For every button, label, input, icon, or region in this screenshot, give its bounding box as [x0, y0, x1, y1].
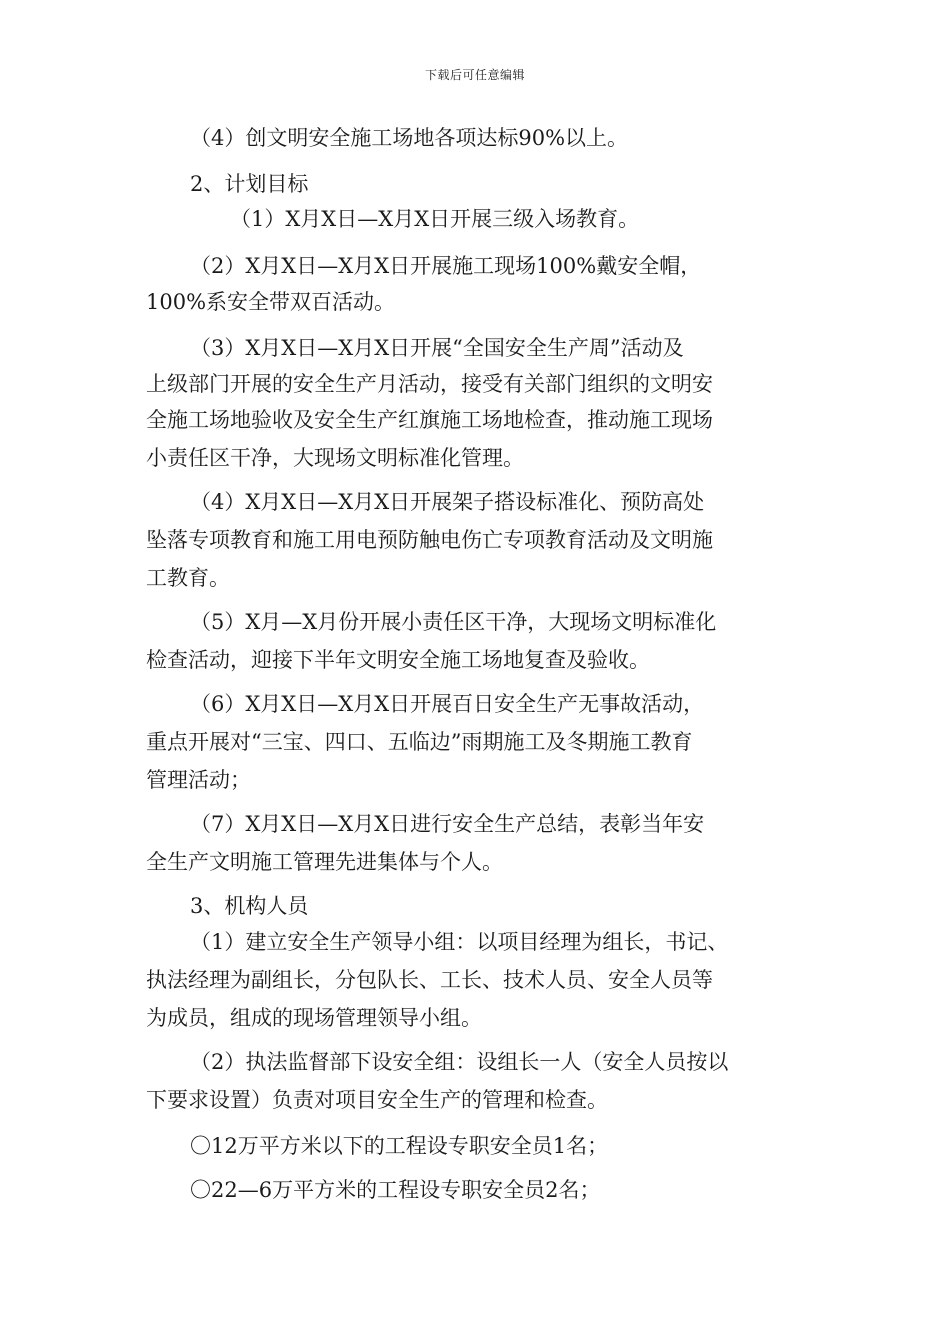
text-line: 重点开展对“三宝、四口、五临边”雨期施工及冬期施工教育 [146, 730, 693, 754]
text-line: 100%系安全带双百活动。 [146, 290, 396, 314]
text-line: （6）X月X日—X月X日开展百日安全生产无事故活动， [190, 692, 705, 716]
text-line: 检查活动，迎接下半年文明安全施工场地复查及验收。 [146, 648, 650, 672]
text-line: 执法经理为副组长，分包队长、工长、技术人员、安全人员等 [146, 968, 713, 992]
text-line: 为成员，组成的现场管理领导小组。 [146, 1006, 482, 1030]
text-line: 小责任区干净，大现场文明标准化管理。 [146, 446, 524, 470]
text-line: （2）执法监督部下设安全组：设组长一人（安全人员按以 [190, 1050, 729, 1074]
text-line: 管理活动； [146, 768, 251, 792]
text-line: （4）X月X日—X月X日开展架子搭设标准化、预防高处 [190, 490, 705, 514]
text-line: （4）创文明安全施工场地各项达标90%以上。 [190, 126, 629, 150]
text-line: 坠落专项教育和施工用电预防触电伤亡专项教育活动及文明施 [146, 528, 713, 552]
page-header-note: 下载后可任意编辑 [424, 68, 525, 82]
section-heading: 3、机构人员 [190, 894, 309, 918]
text-line: （1）X月X日—X月X日开展三级入场教育。 [230, 207, 640, 231]
text-line: （2）X月X日—X月X日开展施工现场100%戴安全帽， [190, 254, 702, 278]
text-line: （5）X月—X月份开展小责任区干净，大现场文明标准化 [190, 610, 717, 634]
text-line: （7）X月X日—X月X日进行安全生产总结，表彰当年安 [190, 812, 705, 836]
text-line: 下要求设置）负责对项目安全生产的管理和检查。 [146, 1088, 608, 1112]
text-line: 上级部门开展的安全生产月活动，接受有关部门组织的文明安 [146, 372, 713, 396]
text-line: 全生产文明施工管理先进集体与个人。 [146, 850, 503, 874]
text-line: 〇22—6万平方米的工程设专职安全员2名； [190, 1178, 601, 1202]
text-line: （1）建立安全生产领导小组：以项目经理为组长，书记、 [190, 930, 729, 954]
text-line: 〇12万平方米以下的工程设专职安全员1名； [190, 1134, 609, 1158]
text-line: 工教育。 [146, 566, 230, 590]
text-line: 全施工场地验收及安全生产红旗施工场地检查，推动施工现场 [146, 408, 713, 432]
text-line: （3）X月X日—X月X日开展“全国安全生产周”活动及 [190, 336, 684, 360]
section-heading: 2、计划目标 [190, 172, 309, 196]
